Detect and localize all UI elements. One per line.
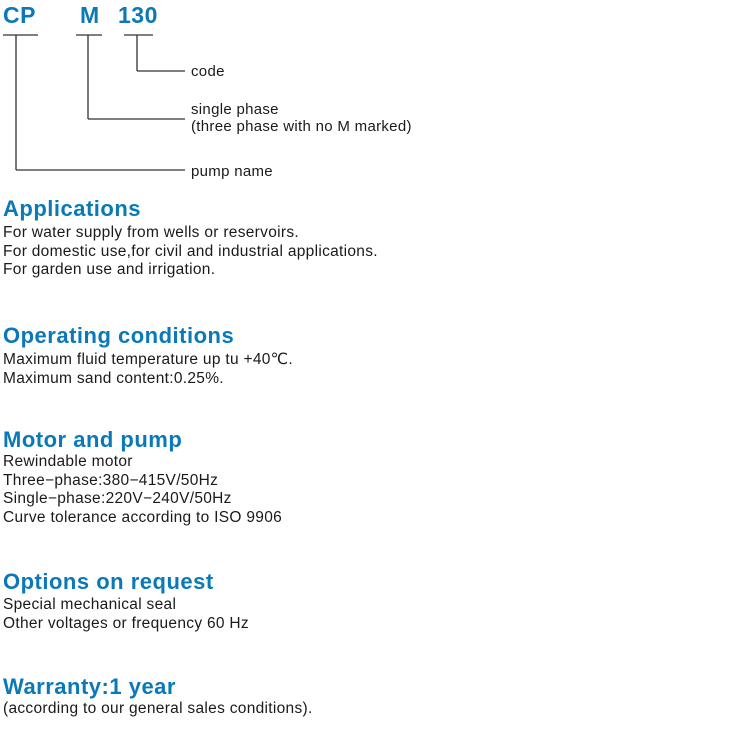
label-pump-name: pump name <box>191 163 273 180</box>
operating-line: Maximum sand content:0.25%. <box>3 369 224 387</box>
motor-line: Rewindable motor <box>3 453 133 470</box>
warranty-body <box>3 700 313 719</box>
applications-line: For garden use and irrigation. <box>3 261 216 278</box>
model-code-m: M <box>80 2 100 28</box>
model-code-cp: CP <box>3 2 36 28</box>
operating-conditions-heading: Operating conditions <box>3 323 235 348</box>
applications-body <box>3 224 378 280</box>
label-code: code <box>191 63 225 80</box>
applications-line: For water supply from wells or reservoirs. <box>3 224 299 241</box>
applications-heading: Applications <box>3 196 142 221</box>
operating-conditions-body <box>3 351 293 388</box>
warranty-heading: Warranty:1 year <box>3 674 176 699</box>
operating-line: Maximum fluid temperature up tu +40℃. <box>3 351 293 368</box>
options-heading: Options on request <box>3 569 214 594</box>
motor-and-pump-body <box>3 453 282 527</box>
label-single-phase: single phase <box>191 101 279 118</box>
options-body <box>3 596 249 633</box>
label-three-phase-note: (three phase with no M marked) <box>191 118 412 135</box>
applications-line: For domestic use,for civil and industrial applications. <box>3 242 378 260</box>
motor-line: Three−phase:380−415V/50Hz <box>3 471 219 489</box>
model-code-connector-lines <box>0 0 750 190</box>
options-line: Other voltages or frequency 60 Hz <box>3 614 249 632</box>
motor-line: Single−phase:220V−240V/50Hz <box>3 490 232 507</box>
options-line: Special mechanical seal <box>3 596 177 613</box>
motor-line: Curve tolerance according to ISO 9906 <box>3 508 283 526</box>
motor-and-pump-heading: Motor and pump <box>3 427 183 452</box>
model-code-number: 130 <box>118 2 158 28</box>
warranty-line: (according to our general sales conditions). <box>3 700 313 717</box>
